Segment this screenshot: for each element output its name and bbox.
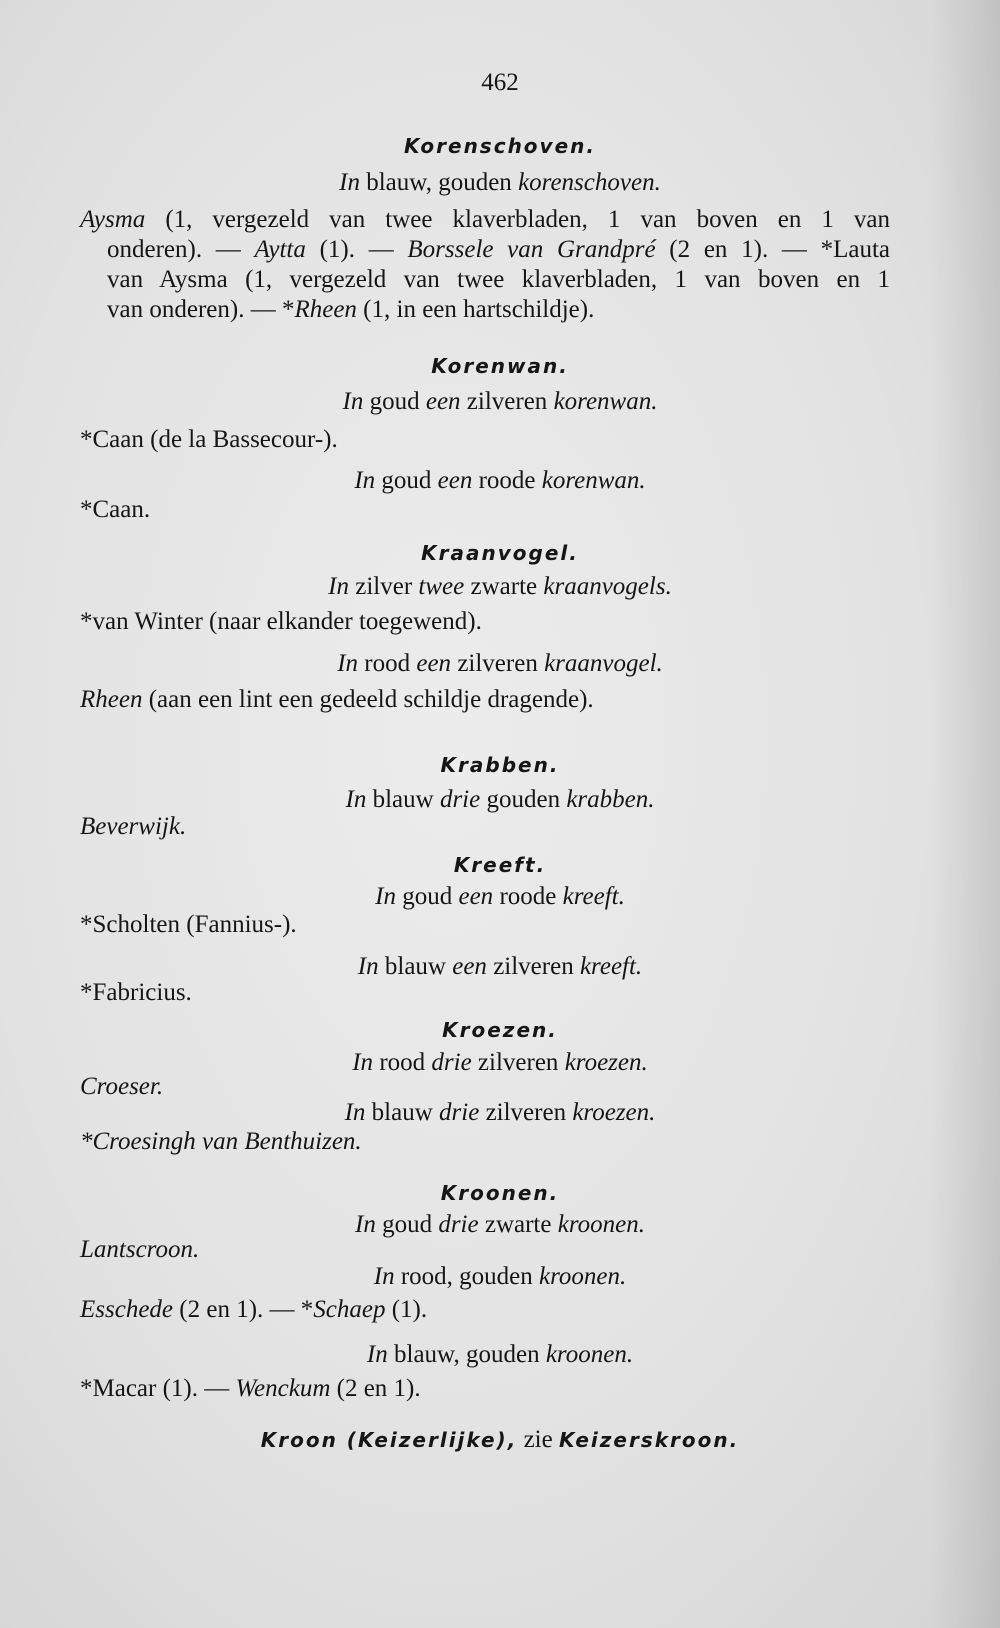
section-heading-kroezen: Kroezen.: [442, 1018, 558, 1042]
blazon-kroonen-gold-on-blue: In blauw, gouden kroonen.: [366, 1341, 634, 1368]
blazon-kroonen-gold-on-red: In rood, gouden kroonen.: [373, 1263, 627, 1290]
blazon-kroezen-silver-on-blue: In blauw drie zilveren kroezen.: [344, 1099, 656, 1126]
blazon-kraanvogel: In rood een zilveren kraanvogel.: [337, 650, 663, 677]
entry-line-1: Aysma (1, vergezeld van twee klaverbladen, 1 van boven en 1 van: [80, 206, 890, 233]
cross-reference-kroon: Kroon (Keizerlijke), zie Keizerskroon.: [260, 1426, 740, 1453]
section-heading-korenschoven: Korenschoven.: [404, 134, 596, 158]
page-number: 462: [481, 69, 519, 96]
entry-croeser: Croeser.: [80, 1073, 164, 1100]
blazon-kreeft-silver: In blauw een zilveren kreeft.: [357, 953, 643, 980]
blazon-korenschoven: In blauw, gouden korenschoven.: [339, 169, 661, 196]
entry-esschede-schaep: Esschede (2 en 1). — *Schaep (1).: [80, 1296, 428, 1323]
blazon-kroezen-silver-on-red: In rood drie zilveren kroezen.: [352, 1049, 648, 1076]
section-heading-kroonen: Kroonen.: [440, 1181, 560, 1205]
section-heading-krabben: Krabben.: [440, 753, 560, 777]
section-heading-korenwan: Korenwan.: [431, 354, 569, 378]
section-heading-kraanvogel: Kraanvogel.: [421, 541, 579, 565]
entry-scholten: *Scholten (Fannius-).: [80, 911, 297, 938]
entry-line-4: van onderen). — *Rheen (1, in een hartschildje).: [107, 296, 595, 323]
entry-rheen: Rheen (aan een lint een gedeeld schildje dragende).: [80, 686, 594, 713]
blazon-kraanvogels: In zilver twee zwarte kraanvogels.: [328, 573, 672, 600]
blazon-krabben: In blauw drie gouden krabben.: [345, 786, 655, 813]
entry-croesingh: *Croesingh van Benthuizen.: [80, 1128, 362, 1155]
blazon-korenwan-silver: In goud een zilveren korenwan.: [342, 388, 658, 415]
entry-beverwijk: Beverwijk.: [80, 813, 187, 840]
entry-caan: *Caan.: [80, 496, 151, 523]
section-heading-kreeft: Kreeft.: [453, 853, 547, 877]
entry-lantscroon: Lantscroon.: [80, 1236, 200, 1263]
entry-line-3: van Aysma (1, vergezeld van twee klaverbladen, 1 van boven en 1: [107, 266, 890, 293]
entry-caan-bassecour: *Caan (de la Bassecour-).: [80, 426, 338, 453]
entry-line-2: onderen). — Aytta (1). — Borssele van Grandpré (2 en 1). — *Lauta: [107, 236, 890, 263]
blazon-kroonen-black: In goud drie zwarte kroonen.: [355, 1211, 645, 1238]
entry-fabricius: *Fabricius.: [80, 979, 192, 1006]
entry-macar-wenckum: *Macar (1). — Wenckum (2 en 1).: [80, 1375, 421, 1402]
blazon-korenwan-red: In goud een roode korenwan.: [354, 467, 646, 494]
blazon-kreeft-red: In goud een roode kreeft.: [375, 883, 625, 910]
entry-van-winter: *van Winter (naar elkander toegewend).: [80, 608, 482, 635]
